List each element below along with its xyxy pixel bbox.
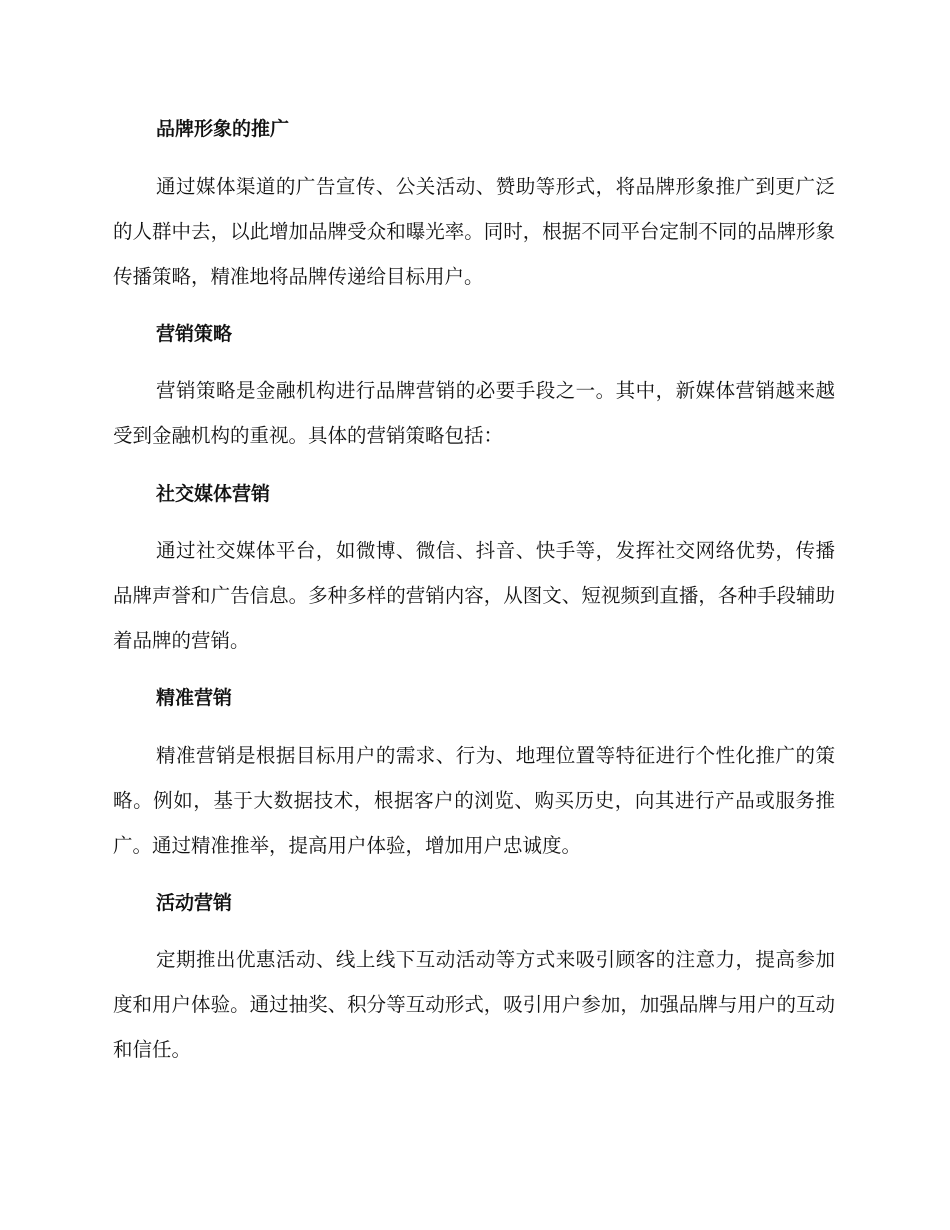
section-heading-event-marketing: 活动营销 [156, 892, 233, 914]
section-heading-brand-promotion: 品牌形象的推广 [156, 118, 290, 140]
section-paragraph-event-marketing: 定期推出优惠活动、线上线下互动活动等方式来吸引顾客的注意力，提高参加度和用户体验。通过抽奖、积分等互动形式，吸引用户参加，加强品牌与用户的互动和信任。 [113, 948, 835, 1061]
section-paragraph-social-media-marketing: 通过社交媒体平台，如微博、微信、抖音、快手等，发挥社交网络优势，传播品牌声誉和广告信息。多种多样的营销内容，从图文、短视频到直播，各种手段辅助着品牌的营销。 [113, 539, 835, 652]
section-heading-social-media-marketing: 社交媒体营销 [156, 483, 271, 505]
section-paragraph-precision-marketing: 精准营销是根据目标用户的需求、行为、地理位置等特征进行个性化推广的策略。例如，基于大数据技术，根据客户的浏览、购买历史，向其进行产品或服务推广。通过精准推举，提高用户体验，增加用户忠诚度。 [113, 744, 835, 857]
section-heading-marketing-strategy: 营销策略 [156, 323, 233, 345]
section-paragraph-brand-promotion: 通过媒体渠道的广告宣传、公关活动、赞助等形式，将品牌形象推广到更广泛的人群中去，以此增加品牌受众和曝光率。同时，根据不同平台定制不同的品牌形象传播策略，精准地将品牌传递给目标用户。 [113, 175, 835, 288]
section-paragraph-marketing-strategy: 营销策略是金融机构进行品牌营销的必要手段之一。其中，新媒体营销越来越受到金融机构的重视。具体的营销策略包括： [113, 379, 835, 447]
section-heading-precision-marketing: 精准营销 [156, 687, 233, 709]
